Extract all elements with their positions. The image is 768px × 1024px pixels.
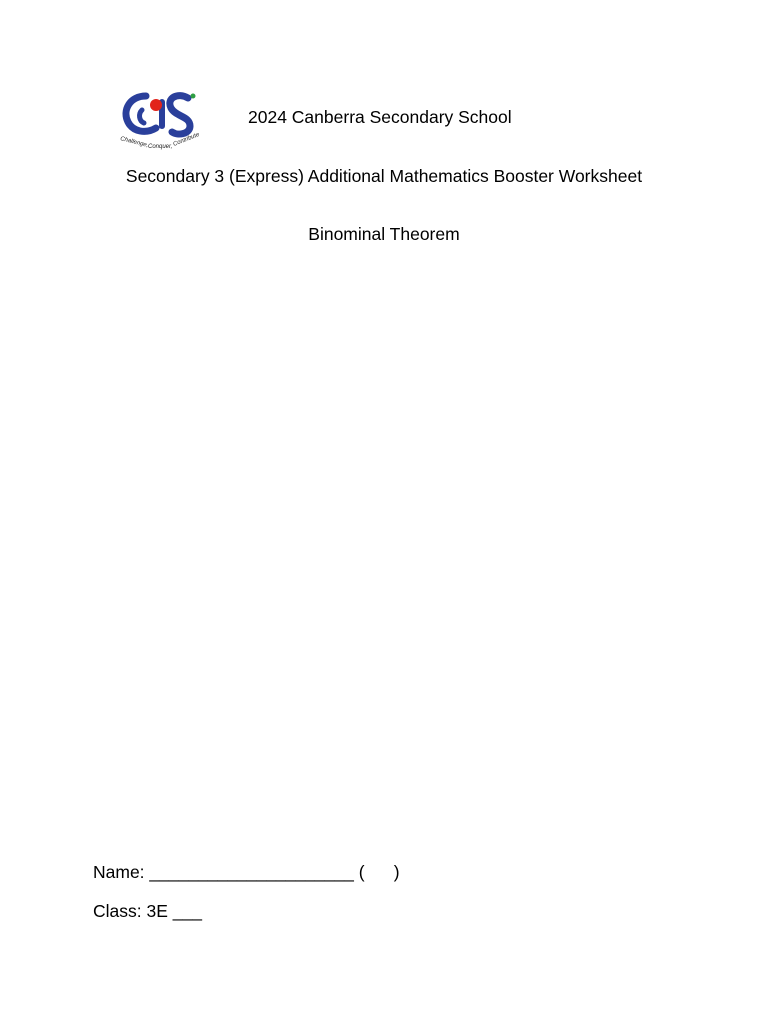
name-field-line xyxy=(93,861,400,883)
class-field-line xyxy=(93,900,202,922)
class-value: 3E xyxy=(146,901,168,921)
svg-text:Contribute: Contribute xyxy=(172,131,201,148)
topic-title: Binominal Theorem xyxy=(308,224,460,244)
svg-text:Challenge,: Challenge, xyxy=(119,136,149,149)
register-number-blank: ( ) xyxy=(358,862,400,882)
worksheet-title: Secondary 3 (Express) Additional Mathematics Booster Worksheet xyxy=(125,166,643,186)
name-blank: _____________________ xyxy=(149,862,354,882)
school-logo xyxy=(116,88,208,154)
class-label: Class: xyxy=(93,901,142,921)
school-title: 2024 Canberra Secondary School xyxy=(248,107,512,127)
school-crest-icon xyxy=(116,88,208,154)
svg-text:Conquer,: Conquer, xyxy=(148,144,173,150)
name-label: Name: xyxy=(93,862,145,882)
class-blank: ___ xyxy=(172,901,202,921)
